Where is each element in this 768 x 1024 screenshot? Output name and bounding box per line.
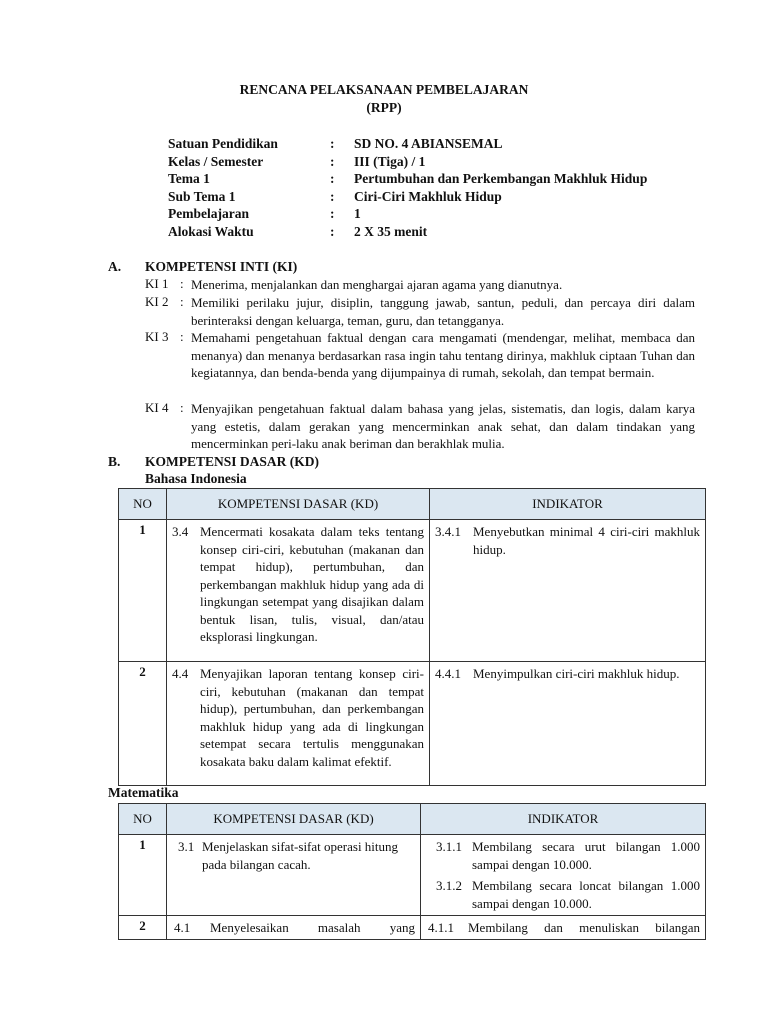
indikator-cell [421,916,706,940]
subject-heading: Matematika [108,785,179,800]
header-no: NO [119,804,167,835]
document-title: RENCANA PELAKSANAAN PEMBELAJARAN [239,82,529,97]
indikator-cell [430,662,706,786]
indikator-text: Menyimpulkan ciri-ciri makhluk hidup. [473,666,680,681]
identity-value: SD NO. 4 ABIANSEMAL [354,136,503,151]
indikator-text: Membilang secara urut bilangan 1.000 sampai dengan 10.000. [472,839,700,872]
indikator-text: Membilang dan menuliskan bilangan [468,920,700,935]
indikator-number: 3.4.1 [435,524,461,539]
kd-cell [167,520,430,662]
section-title: KOMPETENSI INTI (KI) [145,259,298,274]
ki-text: Menerima, menjalankan dan menghargai ajaran agama yang dianutnya. [191,277,563,292]
indikator-cell [421,835,706,916]
identity-value: Pertumbuhan dan Perkembangan Makhluk Hidup [354,171,648,186]
identity-label: Kelas / Semester [168,154,264,169]
indikator-text: Menyebutkan minimal 4 ciri-ciri makhluk hidup. [473,524,700,557]
identity-value: Ciri-Ciri Makhluk Hidup [354,189,502,204]
kd-table-bahasa [118,488,706,786]
kd-text: Menyajikan laporan tentang konsep ciri-ciri, kebutuhan (makanan dan tempat hidup), pertumbuhan, dan perkembangan makhluk hidup yang ada di lingkungan setempat secara tertulis menggunakan kosakata baku dalam kalimat efektif. [200,666,424,769]
identity-colon: : [330,154,335,169]
identity-label: Satuan Pendidikan [168,136,278,151]
indikator-number: 4.1.1 [428,920,454,935]
kd-table-matematika [118,803,706,940]
identity-label: Alokasi Waktu [168,224,254,239]
identity-colon: : [330,171,335,186]
kd-text: Menjelaskan sifat-sifat operasi hitung pada bilangan cacah. [202,839,399,872]
ki-colon: : [180,276,184,291]
identity-colon: : [330,136,335,151]
section-letter: B. [108,454,121,469]
identity-value: 2 X 35 menit [354,224,428,239]
indikator-number: 4.4.1 [435,666,461,681]
table-row [119,835,706,916]
ki-text: Memahami pengetahuan faktual dengan cara mengamati (mendengar, melihat, membaca dan menanya) dan menanya berdasarkan rasa ingin tahu tentang dirinya, makhluk ciptaan Tuhan dan kegiatannya, dan benda-benda yang dijumpainya di rumah, sekolah, dan tempat bermain. [191,330,695,380]
ki-text: Menyajikan pengetahuan faktual dalam bahasa yang jelas, sistematis, dan logis, dalam karya yang estetis, dalam gerakan yang mencerminkan anak sehat, dan dalam tindakan yang mencerminkan peri-laku anak beriman dan berakhlak mulia. [191,401,695,451]
indikator-number: 3.1.1 [436,839,462,854]
section-letter: A. [108,259,122,274]
kd-cell [167,916,421,940]
kd-cell [167,662,430,786]
table-row [119,662,706,786]
table-header-row [119,804,706,835]
section-title: KOMPETENSI DASAR (KD) [145,454,320,469]
table-row [119,520,706,662]
identity-value: 1 [354,206,361,221]
identity-label: Tema 1 [168,171,210,186]
ki-colon: : [180,294,184,309]
indikator-number: 3.1.2 [436,878,462,893]
table-row [119,916,706,940]
indikator-text: Membilang secara loncat bilangan 1.000 sampai dengan 10.000. [472,878,700,911]
header-kd: KOMPETENSI DASAR (KD) [167,804,421,835]
row-number: 2 [119,662,167,786]
table-header-row [119,489,706,520]
identity-colon: : [330,189,335,204]
document-subtitle: (RPP) [366,100,402,115]
ki-text: Memiliki perilaku jujur, disiplin, tanggung jawab, santun, peduli, dan percaya diri dalam berinteraksi dengan keluarga, teman, guru, dan tetangganya. [191,295,695,328]
identity-value: III (Tiga) / 1 [354,154,426,169]
row-number: 2 [119,916,167,940]
kd-number: 4.1 [174,920,191,935]
kd-number: 3.1 [178,839,195,854]
row-number: 1 [119,835,167,916]
subject-heading: Bahasa Indonesia [145,471,247,486]
ki-colon: : [180,400,184,415]
identity-label: Pembelajaran [168,206,249,221]
identity-label: Sub Tema 1 [168,189,236,204]
ki-code: KI 4 [145,400,169,415]
header-kd: KOMPETENSI DASAR (KD) [167,489,430,520]
ki-colon: : [180,329,184,344]
kd-cell [167,835,421,916]
header-indikator: INDIKATOR [430,489,706,520]
kd-number: 4.4 [172,666,189,681]
ki-code: KI 2 [145,294,169,309]
kd-text: Menyelesaikan masalah yang [210,920,415,935]
kd-text: Mencermati kosakata dalam teks tentang konsep ciri-ciri, kebutuhan (makanan dan tempat hidup), pertumbuhan, dan perkembangan makhluk hidup yang ada di lingkungan setempat yang disajikan dalam bentuk lisan, tulis, visual, dan/atau eksplorasi lingkungan. [200,524,424,644]
row-number: 1 [119,520,167,662]
indikator-cell [430,520,706,662]
kd-number: 3.4 [172,524,189,539]
header-indikator: INDIKATOR [421,804,706,835]
ki-code: KI 1 [145,276,169,291]
ki-code: KI 3 [145,329,169,344]
header-no: NO [119,489,167,520]
identity-colon: : [330,206,335,221]
identity-colon: : [330,224,335,239]
